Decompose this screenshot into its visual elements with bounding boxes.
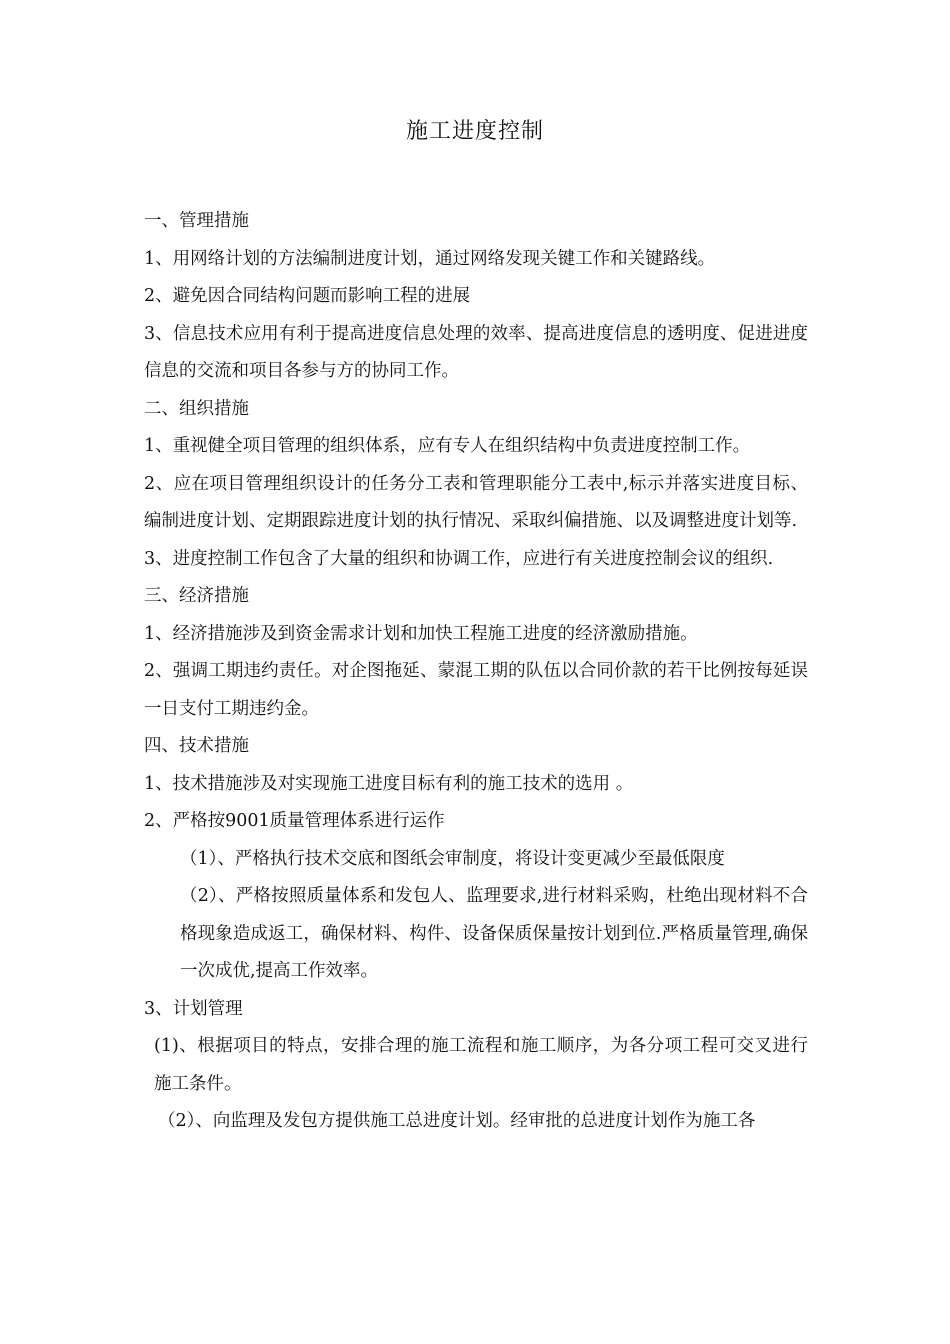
section-heading-organization: 二、组织措施 [144, 398, 249, 419]
document-title: 施工进度控制 [405, 119, 544, 144]
paragraph: 1、重视健全项目管理的组织体系，应有专人在组织结构中负责进度控制工作。 [144, 436, 751, 456]
paragraph: 1、经济措施涉及到资金需求计划和加快工程施工进度的经济激励措施。 [144, 623, 698, 644]
paragraph: 1、用网络计划的方法编制进度计划，通过网络发现关键工作和关键路线。 [144, 248, 716, 269]
section-heading-economic: 三、经济措施 [144, 586, 249, 606]
paragraph: 3、信息技术应用有利于提高进度信息处理的效率、提高进度信息的透明度、促进进度信息的交流和项目各参与方的协同工作。 [144, 323, 808, 381]
sub-paragraph: （2）、严格按照质量体系和发包人、监理要求,进行材料采购，杜绝出现材料不合格现象造成返工，确保材料、构件、设备保质保量按计划到位.严格质量管理,确保一次成优,提高工作效率。 [180, 886, 808, 981]
paragraph: 2、应在项目管理组织设计的任务分工表和管理职能分工表中,标示并落实进度目标、编制进度计划、定期跟踪进度计划的执行情况、采取纠偏措施、以及调整进度计划等. [144, 473, 808, 531]
section-heading-management: 一、管理措施 [144, 211, 249, 231]
paragraph: 3、计划管理 [144, 998, 243, 1019]
paragraph: 3、进度控制工作包含了大量的组织和协调工作，应进行有关进度控制会议的组织. [144, 548, 774, 569]
sub-paragraph: (1)、根据项目的特点，安排合理的施工流程和施工顺序，为各分项工程可交叉进行施工条件。 [154, 1036, 808, 1094]
paragraph: 1、技术措施涉及对实现施工进度目标有利的施工技术的选用 。 [144, 773, 634, 794]
paragraph: 2、强调工期违约责任。对企图拖延、蒙混工期的队伍以合同价款的若干比例按每延误一日支付工期违约金。 [144, 661, 808, 719]
document-body [144, 203, 808, 1141]
paragraph: 2、严格按9001质量管理体系进行运作 [144, 811, 445, 831]
paragraph: 2、避免因合同结构问题而影响工程的进展 [144, 286, 471, 306]
sub-paragraph: （1）、严格执行技术交底和图纸会审制度，将设计变更减少至最低限度 [180, 848, 725, 869]
sub-paragraph: （2）、向监理及发包方提供施工总进度计划。经审批的总进度计划作为施工各 [158, 1111, 756, 1131]
section-heading-technical: 四、技术措施 [144, 736, 249, 756]
